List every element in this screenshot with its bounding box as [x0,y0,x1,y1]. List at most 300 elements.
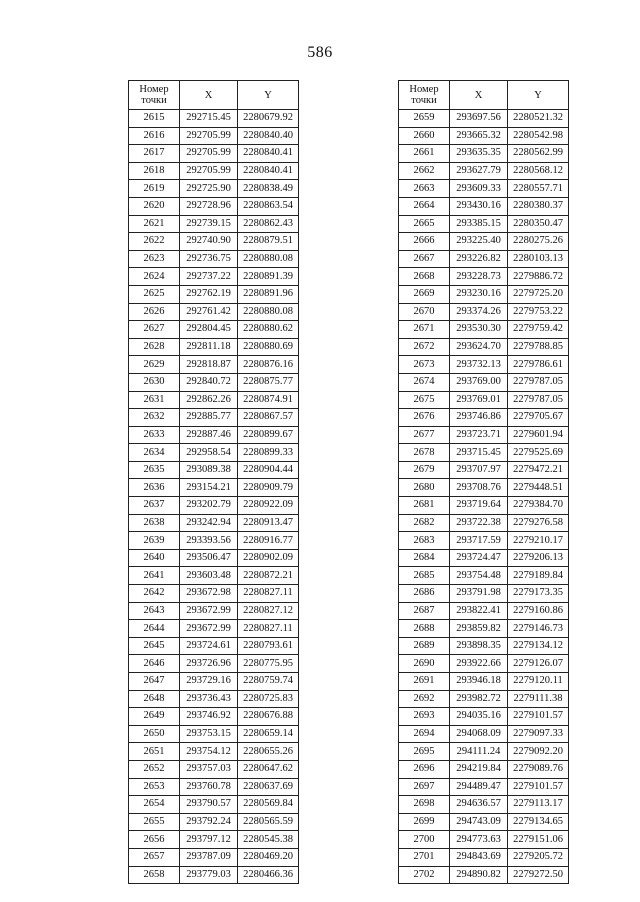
y-coordinate-cell: 2279205.72 [508,848,569,866]
table-row [399,567,569,585]
y-coordinate-cell: 2279120.11 [508,673,569,691]
y-coordinate-cell: 2279886.72 [508,268,569,286]
x-coordinate-cell: 292728.96 [180,197,238,215]
table-row [129,391,299,409]
x-coordinate-cell: 293228.73 [450,268,508,286]
table-row [399,778,569,796]
y-coordinate-cell: 2280827.11 [238,620,299,638]
table-row [129,532,299,550]
point-number-cell: 2647 [129,673,180,691]
point-number-cell: 2653 [129,778,180,796]
point-number-cell: 2660 [399,127,450,145]
point-number-cell: 2638 [129,514,180,532]
x-coordinate-cell: 292811.18 [180,338,238,356]
y-coordinate-cell: 2279101.57 [508,708,569,726]
point-number-cell: 2680 [399,479,450,497]
y-coordinate-cell: 2279134.65 [508,813,569,831]
y-coordinate-cell: 2280469.20 [238,848,299,866]
table-row [399,338,569,356]
point-number-cell: 2650 [129,725,180,743]
table-row [129,497,299,515]
x-coordinate-cell: 293609.33 [450,180,508,198]
y-coordinate-cell: 2280647.62 [238,760,299,778]
table-row [399,690,569,708]
point-number-cell: 2678 [399,444,450,462]
point-number-cell: 2692 [399,690,450,708]
x-coordinate-cell: 293603.48 [180,567,238,585]
point-number-cell: 2623 [129,250,180,268]
x-coordinate-cell: 293697.56 [450,110,508,128]
y-coordinate-cell: 2280913.47 [238,514,299,532]
table-row [399,321,569,339]
x-coordinate-cell: 292740.90 [180,233,238,251]
table-row [129,549,299,567]
table-row [399,796,569,814]
x-coordinate-cell: 293790.57 [180,796,238,814]
point-number-cell: 2636 [129,479,180,497]
point-number-cell: 2618 [129,162,180,180]
table-row [399,831,569,849]
point-number-cell: 2670 [399,303,450,321]
x-coordinate-cell: 294843.69 [450,848,508,866]
table-row [129,461,299,479]
y-coordinate-cell: 2280568.12 [508,162,569,180]
x-coordinate-cell: 293719.64 [450,497,508,515]
point-number-cell: 2656 [129,831,180,849]
table-row [129,708,299,726]
table-row [129,250,299,268]
point-number-cell: 2662 [399,162,450,180]
x-coordinate-cell: 293672.99 [180,602,238,620]
table-row [399,532,569,550]
y-coordinate-cell: 2280103.13 [508,250,569,268]
x-coordinate-cell: 293717.59 [450,532,508,550]
table-row [129,567,299,585]
y-coordinate-cell: 2279272.50 [508,866,569,884]
coordinates-table-left [128,80,299,884]
point-number-cell: 2655 [129,813,180,831]
table-row [129,637,299,655]
x-coordinate-cell: 292736.75 [180,250,238,268]
point-number-cell: 2616 [129,127,180,145]
x-coordinate-cell: 293374.26 [450,303,508,321]
x-coordinate-cell: 293722.38 [450,514,508,532]
y-coordinate-cell: 2280676.88 [238,708,299,726]
point-number-cell: 2639 [129,532,180,550]
x-coordinate-cell: 294773.63 [450,831,508,849]
point-number-cell: 2651 [129,743,180,761]
y-coordinate-cell: 2280466.36 [238,866,299,884]
table-row [129,215,299,233]
x-coordinate-cell: 293746.86 [450,409,508,427]
y-coordinate-cell: 2280793.61 [238,637,299,655]
y-coordinate-cell: 2280827.12 [238,602,299,620]
x-coordinate-cell: 292761.42 [180,303,238,321]
x-coordinate-cell: 293769.01 [450,391,508,409]
x-coordinate-cell: 293760.78 [180,778,238,796]
y-coordinate-cell: 2280380.37 [508,197,569,215]
table-row [129,831,299,849]
x-coordinate-cell: 293724.47 [450,549,508,567]
coordinates-body-right [399,110,569,884]
x-coordinate-cell: 293154.21 [180,479,238,497]
point-number-header-line1: Номер [139,84,169,95]
table-row [129,338,299,356]
table-row [399,813,569,831]
point-number-cell: 2699 [399,813,450,831]
point-number-cell: 2649 [129,708,180,726]
y-coordinate-cell: 2279189.84 [508,567,569,585]
y-coordinate-cell: 2279092.20 [508,743,569,761]
y-coordinate-cell: 2279206.13 [508,549,569,567]
point-number-cell: 2685 [399,567,450,585]
table-row [399,127,569,145]
table-row [399,268,569,286]
x-coordinate-cell: 292725.90 [180,180,238,198]
y-coordinate-cell: 2279787.05 [508,373,569,391]
y-coordinate-cell: 2279525.69 [508,444,569,462]
y-header: Y [238,81,299,110]
point-number-cell: 2675 [399,391,450,409]
point-number-cell: 2673 [399,356,450,374]
table-row [399,285,569,303]
x-coordinate-cell: 293779.03 [180,866,238,884]
x-header: X [180,81,238,110]
point-number-cell: 2665 [399,215,450,233]
table-row [399,356,569,374]
y-coordinate-cell: 2280876.16 [238,356,299,374]
table-row [399,514,569,532]
table-row [399,637,569,655]
x-coordinate-cell: 293627.79 [450,162,508,180]
point-number-cell: 2625 [129,285,180,303]
table-row [129,690,299,708]
point-number-cell: 2648 [129,690,180,708]
table-row [399,180,569,198]
table-row [399,725,569,743]
point-number-cell: 2635 [129,461,180,479]
point-number-cell: 2682 [399,514,450,532]
y-coordinate-cell: 2280891.96 [238,285,299,303]
table-row [399,655,569,673]
point-number-cell: 2690 [399,655,450,673]
table-row [399,145,569,163]
y-coordinate-cell: 2279151.06 [508,831,569,849]
x-coordinate-cell: 292958.54 [180,444,238,462]
y-coordinate-cell: 2280840.41 [238,162,299,180]
point-number-cell: 2633 [129,426,180,444]
point-number-cell: 2666 [399,233,450,251]
x-coordinate-cell: 292705.99 [180,145,238,163]
x-coordinate-cell: 293946.18 [450,673,508,691]
x-coordinate-cell: 293672.98 [180,585,238,603]
x-coordinate-cell: 293754.48 [450,567,508,585]
table-row [399,215,569,233]
x-coordinate-cell: 293732.13 [450,356,508,374]
table-row [399,708,569,726]
point-number-cell: 2700 [399,831,450,849]
y-coordinate-cell: 2279089.76 [508,760,569,778]
x-coordinate-cell: 293707.97 [450,461,508,479]
point-number-cell: 2689 [399,637,450,655]
point-number-cell: 2617 [129,145,180,163]
x-coordinate-cell: 292862.26 [180,391,238,409]
table-row [129,285,299,303]
point-number-cell: 2640 [129,549,180,567]
table-row [129,743,299,761]
y-coordinate-cell: 2279788.85 [508,338,569,356]
point-number-cell: 2622 [129,233,180,251]
table-row [399,866,569,884]
x-coordinate-cell: 293729.16 [180,673,238,691]
y-coordinate-cell: 2280899.33 [238,444,299,462]
point-number-cell: 2629 [129,356,180,374]
x-coordinate-cell: 293769.00 [450,373,508,391]
table-header-row [399,81,569,110]
y-coordinate-cell: 2279210.17 [508,532,569,550]
x-coordinate-cell: 293506.47 [180,549,238,567]
y-coordinate-cell: 2280840.40 [238,127,299,145]
coordinates-table-right [398,80,569,884]
table-row [399,620,569,638]
x-coordinate-cell: 293757.03 [180,760,238,778]
table-row [129,233,299,251]
x-coordinate-cell: 292737.22 [180,268,238,286]
x-coordinate-cell: 293672.99 [180,620,238,638]
x-header: X [450,81,508,110]
y-coordinate-cell: 2280637.69 [238,778,299,796]
table-row [129,110,299,128]
x-coordinate-cell: 293898.35 [450,637,508,655]
y-coordinate-cell: 2279173.35 [508,585,569,603]
point-number-header-line2: точки [141,95,167,106]
x-coordinate-cell: 294068.09 [450,725,508,743]
x-coordinate-cell: 293982.72 [450,690,508,708]
y-coordinate-cell: 2280867.57 [238,409,299,427]
point-number-cell: 2663 [399,180,450,198]
table-row [399,162,569,180]
point-number-cell: 2702 [399,866,450,884]
point-number-cell: 2688 [399,620,450,638]
point-number-cell: 2643 [129,602,180,620]
x-coordinate-cell: 293708.76 [450,479,508,497]
x-coordinate-cell: 293430.16 [450,197,508,215]
point-number-cell: 2631 [129,391,180,409]
y-coordinate-cell: 2280872.21 [238,567,299,585]
x-coordinate-cell: 293792.24 [180,813,238,831]
y-coordinate-cell: 2280862.43 [238,215,299,233]
point-number-cell: 2619 [129,180,180,198]
table-row [129,585,299,603]
y-coordinate-cell: 2280775.95 [238,655,299,673]
table-row [129,373,299,391]
point-number-cell: 2657 [129,848,180,866]
x-coordinate-cell: 293922.66 [450,655,508,673]
x-coordinate-cell: 292739.15 [180,215,238,233]
table-row [129,479,299,497]
table-row [129,514,299,532]
y-coordinate-cell: 2280679.92 [238,110,299,128]
table-row [129,673,299,691]
table-row [129,162,299,180]
x-coordinate-cell: 294219.84 [450,760,508,778]
y-coordinate-cell: 2280899.67 [238,426,299,444]
point-number-cell: 2621 [129,215,180,233]
x-coordinate-cell: 293635.35 [450,145,508,163]
point-number-cell: 2679 [399,461,450,479]
table-row [399,549,569,567]
table-row [129,127,299,145]
y-coordinate-cell: 2280759.74 [238,673,299,691]
y-coordinate-cell: 2280275.26 [508,233,569,251]
point-number-cell: 2626 [129,303,180,321]
y-coordinate-cell: 2279146.73 [508,620,569,638]
point-number-cell: 2701 [399,848,450,866]
point-number-header-line1: Номер [409,84,439,95]
point-number-cell: 2615 [129,110,180,128]
y-coordinate-cell: 2280838.49 [238,180,299,198]
point-number-cell: 2632 [129,409,180,427]
x-coordinate-cell: 293242.94 [180,514,238,532]
table-row [399,391,569,409]
x-coordinate-cell: 294035.16 [450,708,508,726]
x-coordinate-cell: 293797.12 [180,831,238,849]
point-number-cell: 2676 [399,409,450,427]
table-row [399,461,569,479]
point-number-cell: 2686 [399,585,450,603]
table-row [399,848,569,866]
x-coordinate-cell: 293787.09 [180,848,238,866]
point-number-cell: 2687 [399,602,450,620]
table-row [129,866,299,884]
table-row [129,426,299,444]
x-coordinate-cell: 293723.71 [450,426,508,444]
y-coordinate-cell: 2280891.39 [238,268,299,286]
y-coordinate-cell: 2280922.09 [238,497,299,515]
x-coordinate-cell: 292705.99 [180,162,238,180]
point-number-cell: 2652 [129,760,180,778]
x-coordinate-cell: 292887.46 [180,426,238,444]
x-coordinate-cell: 294111.24 [450,743,508,761]
point-number-cell: 2628 [129,338,180,356]
y-coordinate-cell: 2280880.08 [238,250,299,268]
x-coordinate-cell: 293665.32 [450,127,508,145]
y-coordinate-cell: 2280909.79 [238,479,299,497]
point-number-cell: 2630 [129,373,180,391]
y-coordinate-cell: 2279753.22 [508,303,569,321]
point-number-cell: 2644 [129,620,180,638]
y-coordinate-cell: 2279113.17 [508,796,569,814]
point-number-cell: 2668 [399,268,450,286]
table-row [399,303,569,321]
table-row [129,655,299,673]
x-coordinate-cell: 293393.56 [180,532,238,550]
point-number-cell: 2684 [399,549,450,567]
coordinates-body-left [129,110,299,884]
y-coordinate-cell: 2280659.14 [238,725,299,743]
y-coordinate-cell: 2279276.58 [508,514,569,532]
point-number-cell: 2654 [129,796,180,814]
y-coordinate-cell: 2280863.54 [238,197,299,215]
table-row [399,250,569,268]
x-coordinate-cell: 293754.12 [180,743,238,761]
table-row [129,197,299,215]
y-coordinate-cell: 2279786.61 [508,356,569,374]
point-number-cell: 2674 [399,373,450,391]
point-number-cell: 2696 [399,760,450,778]
y-coordinate-cell: 2279126.07 [508,655,569,673]
x-coordinate-cell: 293225.40 [450,233,508,251]
x-coordinate-cell: 292885.77 [180,409,238,427]
y-coordinate-cell: 2280557.71 [508,180,569,198]
table-row [399,743,569,761]
table-row [399,444,569,462]
table-row [399,409,569,427]
y-coordinate-cell: 2279134.12 [508,637,569,655]
y-coordinate-cell: 2279160.86 [508,602,569,620]
y-coordinate-cell: 2280880.62 [238,321,299,339]
x-coordinate-cell: 294743.09 [450,813,508,831]
table-row [129,303,299,321]
x-coordinate-cell: 292762.19 [180,285,238,303]
y-coordinate-cell: 2279111.38 [508,690,569,708]
point-number-cell: 2659 [399,110,450,128]
y-coordinate-cell: 2280565.59 [238,813,299,831]
y-coordinate-cell: 2280874.91 [238,391,299,409]
point-number-cell: 2683 [399,532,450,550]
table-row [399,673,569,691]
x-coordinate-cell: 292840.72 [180,373,238,391]
x-coordinate-cell: 293385.15 [450,215,508,233]
y-coordinate-cell: 2279448.51 [508,479,569,497]
table-row [129,813,299,831]
table-row [129,356,299,374]
point-number-cell: 2637 [129,497,180,515]
y-coordinate-cell: 2280569.84 [238,796,299,814]
table-row [129,180,299,198]
x-coordinate-cell: 293736.43 [180,690,238,708]
table-row [399,760,569,778]
x-coordinate-cell: 293726.96 [180,655,238,673]
y-coordinate-cell: 2280655.26 [238,743,299,761]
x-coordinate-cell: 293202.79 [180,497,238,515]
point-number-cell: 2624 [129,268,180,286]
table-row [129,409,299,427]
table-row [399,585,569,603]
x-coordinate-cell: 293724.61 [180,637,238,655]
table-row [129,848,299,866]
point-number-header-line2: точки [411,95,437,106]
table-row [399,233,569,251]
y-coordinate-cell: 2280562.99 [508,145,569,163]
point-number-cell: 2671 [399,321,450,339]
page-number: 586 [307,44,333,61]
x-coordinate-cell: 294489.47 [450,778,508,796]
point-number-cell: 2681 [399,497,450,515]
point-number-cell: 2695 [399,743,450,761]
y-coordinate-cell: 2280827.11 [238,585,299,603]
y-coordinate-cell: 2280350.47 [508,215,569,233]
point-number-cell: 2661 [399,145,450,163]
x-coordinate-cell: 293746.92 [180,708,238,726]
table-row [129,620,299,638]
point-number-cell: 2620 [129,197,180,215]
y-coordinate-cell: 2280880.08 [238,303,299,321]
x-coordinate-cell: 293822.41 [450,602,508,620]
point-number-cell: 2664 [399,197,450,215]
x-coordinate-cell: 293753.15 [180,725,238,743]
point-number-cell: 2642 [129,585,180,603]
